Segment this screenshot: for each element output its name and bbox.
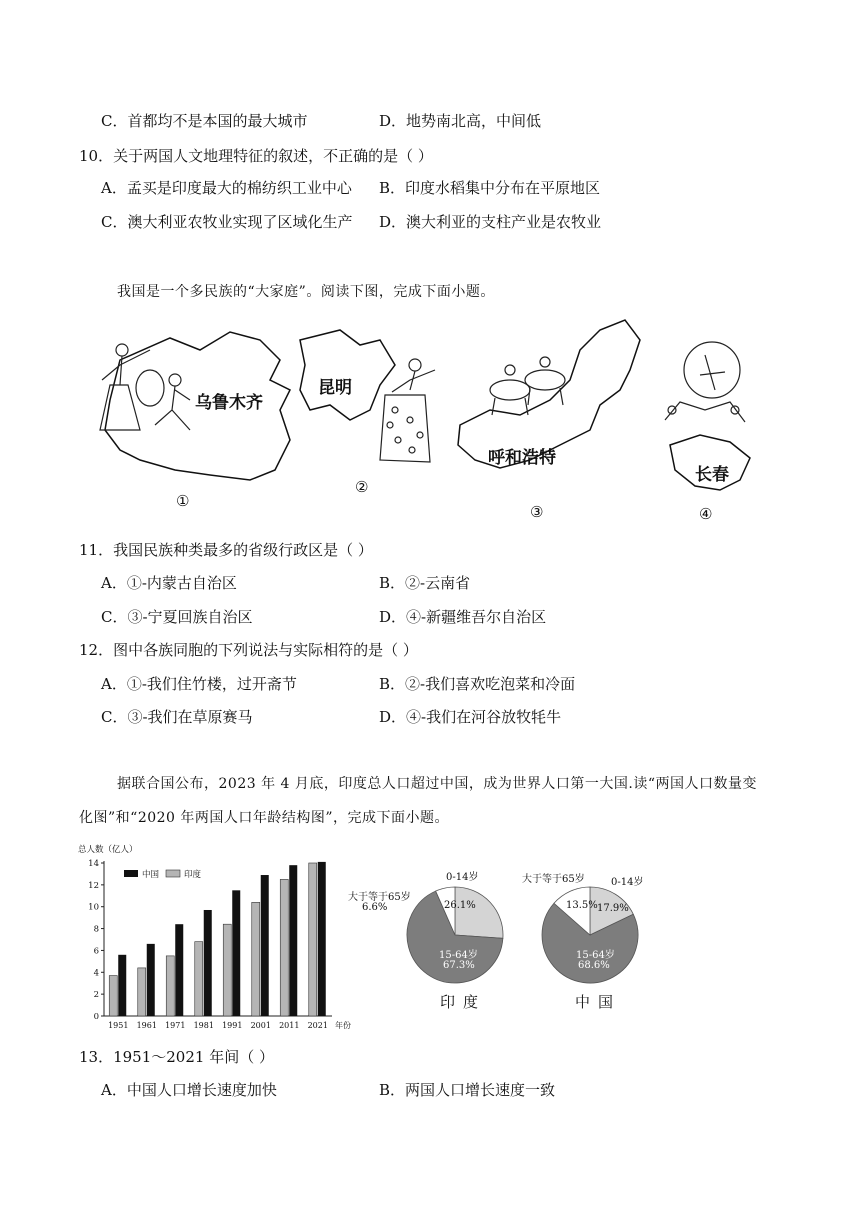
y-tick-label: 14 xyxy=(88,859,99,869)
intro-population-line1: 据联合国公布，2023 年 4 月底，印度总人口超过中国，成为世界人口第一大国.读“两国人口数量变 xyxy=(117,776,757,792)
map-label-urumqi: 乌鲁木齐 xyxy=(195,393,263,413)
q9-option-c[interactable]: C．首都均不是本国的最大城市 xyxy=(101,112,308,130)
y-tick-label: 0 xyxy=(93,1012,99,1022)
china-pie-label-15-64: 15-64岁 xyxy=(576,950,615,961)
y-tick-label: 8 xyxy=(93,924,99,935)
x-tick-label: 1951 xyxy=(108,1021,129,1030)
intro-population-line2: 化图”和“2020 年两国人口年龄结构图”，完成下面小题。 xyxy=(79,810,450,826)
q12-option-c[interactable]: C．③-我们在草原赛马 xyxy=(101,708,253,726)
india-pie-label-15-64: 15-64岁 xyxy=(439,950,478,961)
q11-option-a[interactable]: A．①-内蒙古自治区 xyxy=(101,574,237,592)
q13-option-b[interactable]: B．两国人口增长速度一致 xyxy=(379,1081,556,1099)
bar-china xyxy=(204,910,212,1016)
bar-china xyxy=(289,865,297,1016)
bar-india xyxy=(280,879,288,1016)
bar-china xyxy=(118,955,126,1016)
legend-label-india: 印度 xyxy=(184,870,202,880)
china-pie-value-15-64: 68.6% xyxy=(578,960,610,971)
bar-india xyxy=(195,942,203,1016)
india-pie-label-65plus: 大于等于65岁 xyxy=(348,892,411,903)
x-tick-label: 1991 xyxy=(222,1021,243,1030)
china-pie-label-0-14: 0-14岁 xyxy=(611,877,644,888)
y-tick-label: 10 xyxy=(88,902,99,913)
india-pie-value-0-14: 26.1% xyxy=(444,900,476,911)
map-label-changchun: 长春 xyxy=(695,465,729,485)
bar-china xyxy=(318,862,326,1016)
q12-option-d[interactable]: D．④-我们在河谷放牧牦牛 xyxy=(379,708,562,726)
y-tick-label: 4 xyxy=(93,968,99,979)
q11-option-b[interactable]: B．②-云南省 xyxy=(379,574,471,592)
map-label-hohhot: 呼和浩特 xyxy=(488,448,556,468)
china-pie-value-65plus: 13.5% xyxy=(566,900,598,911)
x-axis-label: 年份 xyxy=(335,1021,351,1030)
china-pie-value-0-14: 17.9% xyxy=(597,903,629,914)
china-pie-title: 中国 xyxy=(575,993,622,1011)
q10-option-a[interactable]: A．孟买是印度最大的棉纺织工业中心 xyxy=(101,179,352,197)
y-axis-label: 总人数（亿人） xyxy=(78,845,138,855)
legend-swatch-china xyxy=(124,870,138,877)
ethnic-map-figure xyxy=(80,310,770,530)
q10-option-d[interactable]: D．澳大利亚的支柱产业是农牧业 xyxy=(379,213,602,231)
india-pie-title: 印度 xyxy=(440,993,487,1011)
india-pie-value-65plus: 6.6% xyxy=(362,902,388,913)
bar-india xyxy=(223,924,231,1016)
bar-china xyxy=(147,944,155,1016)
legend-swatch-india xyxy=(166,870,180,877)
y-tick-label: 12 xyxy=(88,880,99,891)
q10-option-c[interactable]: C．澳大利亚农牧业实现了区域化生产 xyxy=(101,213,353,231)
bar-china xyxy=(175,924,183,1016)
q12-stem: 12．图中各族同胞的下列说法与实际相符的是（ ） xyxy=(79,641,418,659)
bar-india xyxy=(309,863,317,1016)
y-tick-label: 6 xyxy=(93,946,99,957)
map-number-1: ① xyxy=(176,492,190,510)
bar-india xyxy=(138,968,146,1016)
x-tick-label: 1981 xyxy=(193,1021,214,1030)
map-label-kunming: 昆明 xyxy=(318,378,352,398)
q10-stem: 10．关于两国人文地理特征的叙述，不正确的是（ ） xyxy=(79,147,433,165)
q12-option-b[interactable]: B．②-我们喜欢吃泡菜和冷面 xyxy=(379,675,576,693)
q12-option-a[interactable]: A．①-我们住竹楼，过开斋节 xyxy=(101,675,297,693)
q11-stem: 11．我国民族种类最多的省级行政区是（ ） xyxy=(79,541,373,559)
bar-china xyxy=(232,890,240,1016)
india-pie-label-0-14: 0-14岁 xyxy=(446,872,479,883)
x-tick-label: 2011 xyxy=(279,1021,300,1030)
q11-option-d[interactable]: D．④-新疆维吾尔自治区 xyxy=(379,608,547,626)
population-bar-chart xyxy=(74,840,374,1030)
x-tick-label: 1961 xyxy=(136,1021,157,1030)
map-number-3: ③ xyxy=(530,503,544,521)
bar-india xyxy=(166,956,174,1016)
q13-stem: 13．1951～2021 年间（ ） xyxy=(79,1048,274,1066)
q13-option-a[interactable]: A．中国人口增长速度加快 xyxy=(101,1081,277,1099)
india-pie-value-15-64: 67.3% xyxy=(443,960,475,971)
q11-option-c[interactable]: C．③-宁夏回族自治区 xyxy=(101,608,253,626)
q10-option-b[interactable]: B．印度水稻集中分布在平原地区 xyxy=(379,179,601,197)
x-tick-label: 2021 xyxy=(307,1021,328,1030)
china-pie-label-65plus: 大于等于65岁 xyxy=(522,874,585,885)
x-tick-label: 1971 xyxy=(165,1021,186,1030)
pie-slice xyxy=(455,887,503,938)
bar-india xyxy=(109,976,117,1016)
legend-label-china: 中国 xyxy=(142,870,160,880)
x-tick-label: 2001 xyxy=(250,1021,271,1030)
y-tick-label: 2 xyxy=(93,990,99,1001)
bar-india xyxy=(252,902,260,1016)
intro-ethnic: 我国是一个多民族的“大家庭”。阅读下图，完成下面小题。 xyxy=(117,284,495,300)
q9-option-d[interactable]: D．地势南北高，中间低 xyxy=(379,112,542,130)
bar-china xyxy=(261,875,269,1016)
map-number-2: ② xyxy=(355,478,369,496)
map-number-4: ④ xyxy=(699,505,713,523)
